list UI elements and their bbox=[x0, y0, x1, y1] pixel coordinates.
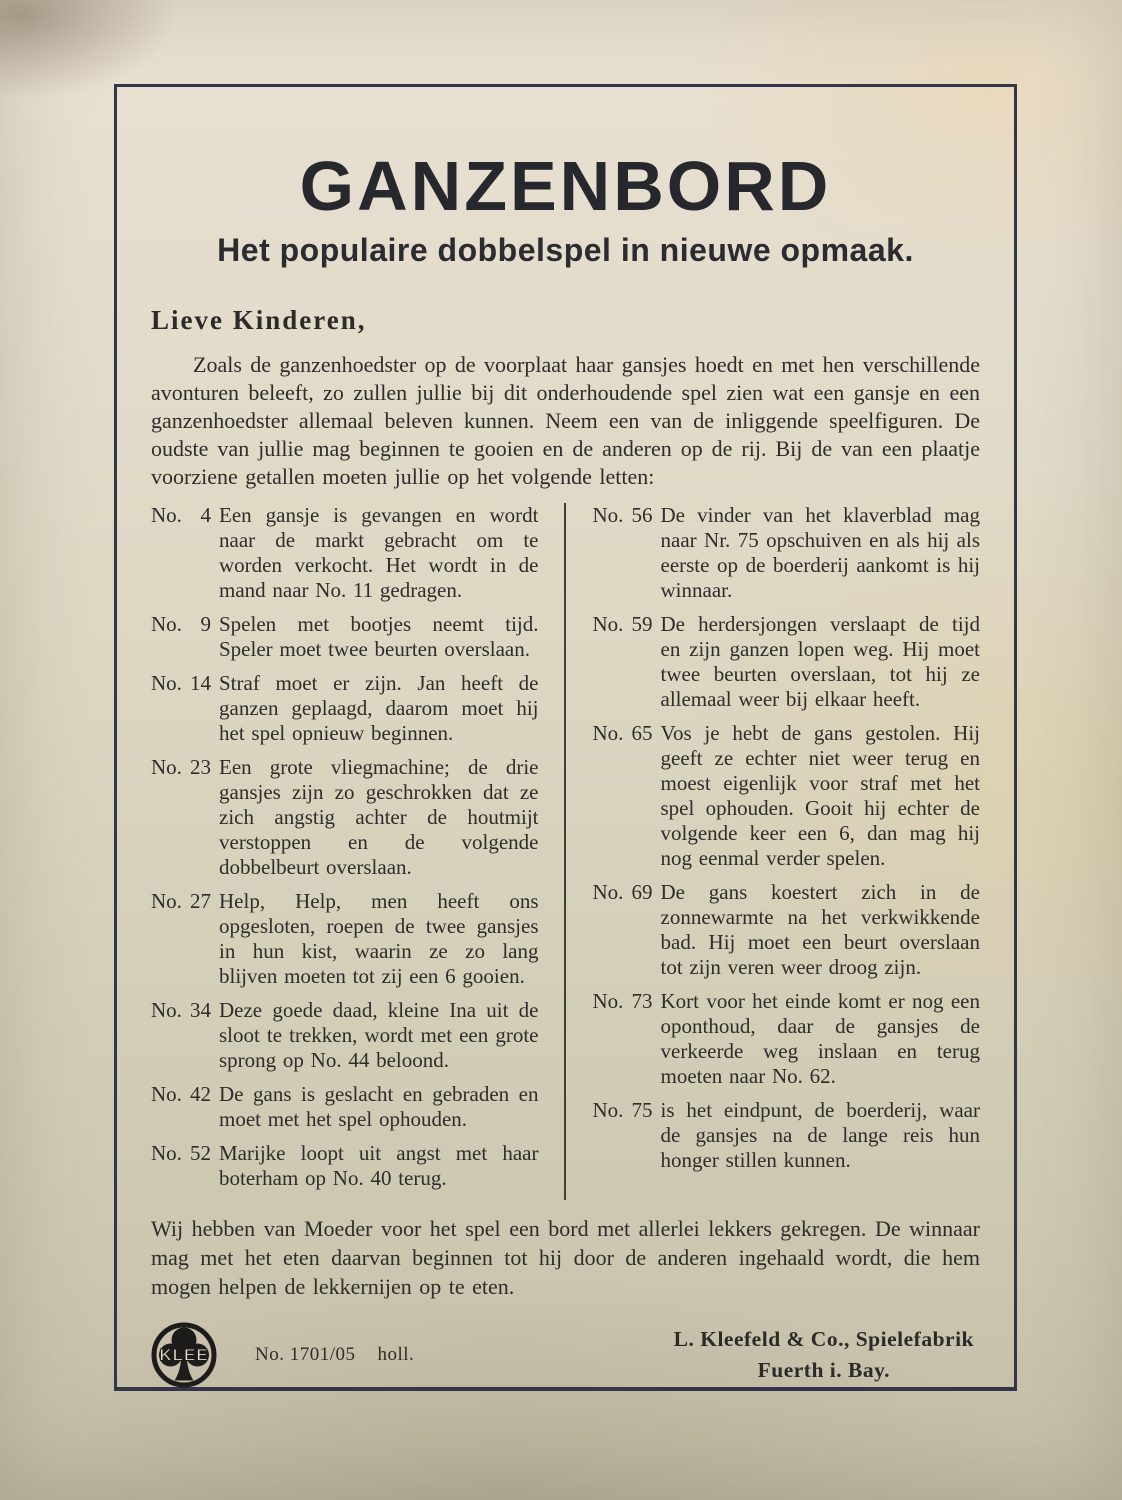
rule-number-prefix: No. bbox=[592, 720, 624, 745]
page-subtitle: Het populaire dobbelspel in nieuwe opmaak. bbox=[217, 232, 914, 268]
rule-number-value: 75 bbox=[631, 1097, 653, 1122]
rule-number-value: 9 bbox=[200, 611, 211, 636]
page-content bbox=[117, 87, 1014, 1393]
rule-number-value: 59 bbox=[631, 611, 653, 636]
rule-item bbox=[593, 721, 981, 871]
rule-number-prefix: No. bbox=[151, 502, 182, 527]
rule-number-label bbox=[151, 889, 219, 989]
rule-item bbox=[593, 503, 981, 603]
rule-text: Spelen met bootjes neemt tijd. Speler moet twee beurten overslaan. bbox=[219, 611, 539, 661]
rule-text: is het eindpunt, de boerderij, waar de gansjes na de lange reis hun honger stillen kunnen. bbox=[660, 1097, 980, 1172]
rule-text: Een gansje is gevangen en wordt naar de markt gebracht om te worden verkocht. Het wordt in de mand naar No. 11 gedragen. bbox=[219, 502, 539, 602]
rule-number-value: 69 bbox=[631, 879, 653, 904]
rule-item bbox=[593, 989, 981, 1089]
rule-number-label bbox=[151, 503, 219, 603]
rule-number-prefix: No. bbox=[151, 754, 182, 779]
salutation: Lieve Kinderen, bbox=[151, 304, 367, 335]
page-title: GANZENBORD bbox=[299, 147, 832, 225]
rule-number-prefix: No. bbox=[592, 611, 624, 636]
rule-number-value: 27 bbox=[190, 888, 211, 913]
rule-item bbox=[151, 998, 539, 1073]
rule-number-value: 4 bbox=[200, 502, 211, 527]
rule-number-prefix: No. bbox=[592, 502, 624, 527]
rule-number-label bbox=[151, 1141, 219, 1191]
order-number-suffix: holl. bbox=[377, 1343, 415, 1365]
rule-number-label bbox=[593, 1098, 661, 1173]
rule-number-value: 56 bbox=[631, 502, 653, 527]
rule-text: Een grote vliegmachine; de drie gansjes zijn zo geschrokken dat ze zich angstig achter de houtmijt verstoppen en de volgende dobbelbeurt overslaan. bbox=[219, 754, 539, 879]
rule-text: De gans is geslacht en gebraden en moet met het spel ophouden. bbox=[219, 1081, 539, 1131]
rule-number-prefix: No. bbox=[592, 879, 624, 904]
rule-number-value: 52 bbox=[190, 1140, 211, 1165]
rule-number-value: 73 bbox=[631, 988, 653, 1013]
rule-item bbox=[151, 1082, 539, 1132]
rule-number-label bbox=[593, 503, 661, 603]
rule-number-value: 65 bbox=[631, 720, 653, 745]
rule-item bbox=[593, 612, 981, 712]
rule-item bbox=[593, 1098, 981, 1173]
footer bbox=[151, 1317, 980, 1393]
rule-item bbox=[151, 671, 539, 746]
rule-number-value: 14 bbox=[190, 670, 211, 695]
rule-number-prefix: No. bbox=[592, 988, 624, 1013]
rule-number-label bbox=[151, 998, 219, 1073]
rule-text: Deze goede daad, kleine Ina uit de sloot te trekken, wordt met een grote sprong op No. 44 beloond. bbox=[219, 997, 539, 1072]
rule-number-label bbox=[593, 612, 661, 712]
rule-item bbox=[151, 503, 539, 603]
rule-text: Help, Help, men heeft ons opgesloten, roepen de twee gansjes in hun kist, waarin ze zo lang blijven moeten tot zij een 6 gooien. bbox=[219, 888, 539, 988]
rule-number-prefix: No. bbox=[151, 888, 182, 913]
klee-logo-text: KLEE bbox=[159, 1345, 209, 1365]
rule-number-prefix: No. bbox=[151, 611, 182, 636]
intro-text: Zoals de ganzenhoedster op de voorplaat haar gansjes hoedt en met hen verschillende avonturen beleeft, zo zullen jullie bij dit onderhoudende spel zien wat een gansje en een ganzenhoedster allemaal beleven kunnen. Neem een van de inliggende speelfiguren. De oudste van jullie mag beginnen te gooien en de anderen op de rij. Bij de van een plaatje voorziene getallen moeten jullie op het volgende letten: bbox=[151, 351, 980, 489]
rule-item bbox=[151, 889, 539, 989]
publisher-city: Fuerth i. Bay. bbox=[757, 1357, 891, 1382]
rule-number-value: 42 bbox=[190, 1081, 211, 1106]
closing-paragraph: Wij hebben van Moeder voor het spel een bord met allerlei lekkers gekregen. De winnaar mag met het eten daarvan beginnen tot hij door de anderen ingehaald wordt, die hem mogen helpen de lekkernijen op te eten. bbox=[151, 1215, 980, 1299]
intro-paragraph bbox=[151, 351, 980, 491]
rule-item bbox=[151, 755, 539, 880]
rule-number-label bbox=[151, 671, 219, 746]
rule-number-value: 23 bbox=[190, 754, 211, 779]
rule-text: Straf moet er zijn. Jan heeft de ganzen geplaagd, daarom moet hij het spel opnieuw beginnen. bbox=[219, 670, 539, 745]
klee-clover-icon bbox=[151, 1317, 217, 1393]
rule-text: Vos je hebt de gans gestolen. Hij geeft ze echter niet weer terug en moest eigenlijk voor straf met het spel ophouden. Gooit hij echter de volgende keer een 6, dan mag hij nog eenmal verder spelen. bbox=[660, 720, 980, 870]
rule-text: Marijke loopt uit angst met haar boterham op No. 40 terug. bbox=[219, 1140, 539, 1190]
rule-text: De herdersjongen verslaapt de tijd en zijn ganzen lopen weg. Hij moet twee beurten overslaan, tot hij ze allemaal weer bij elkaar heeft. bbox=[660, 611, 980, 711]
publisher-info bbox=[674, 1324, 974, 1386]
rule-number-value: 34 bbox=[190, 997, 211, 1022]
order-number-value: No. 1701/05 bbox=[255, 1343, 356, 1365]
rules-section bbox=[151, 503, 980, 1200]
publisher-name: L. Kleefeld & Co., Spielefabrik bbox=[673, 1326, 974, 1351]
rule-number-prefix: No. bbox=[151, 1140, 182, 1165]
rule-number-label bbox=[151, 1082, 219, 1132]
rule-number-prefix: No. bbox=[151, 1081, 182, 1106]
rule-text: De vinder van het klaverblad mag naar Nr. 75 opschuiven en als hij als eerste op de boerderij aankomt is hij winnaar. bbox=[660, 502, 980, 602]
rule-item bbox=[593, 880, 981, 980]
rule-number-label bbox=[593, 721, 661, 871]
rule-number-label bbox=[593, 880, 661, 980]
rule-text: Kort voor het einde komt er nog een oponthoud, daar de gansjes de verkeerde weg inslaan en terug moeten naar No. 62. bbox=[660, 988, 980, 1088]
rule-text: De gans koestert zich in de zonnewarmte na het verkwikkende bad. Hij moet een beurt overslaan tot zijn veren weer droog zijn. bbox=[660, 879, 980, 979]
page-border-frame bbox=[114, 84, 1017, 1391]
rule-item bbox=[151, 1141, 539, 1191]
order-number bbox=[255, 1344, 414, 1366]
rules-column-left bbox=[151, 503, 566, 1200]
rule-number-label bbox=[151, 612, 219, 662]
rule-number-prefix: No. bbox=[151, 670, 182, 695]
rules-column-right bbox=[566, 503, 981, 1200]
rule-number-label bbox=[151, 755, 219, 880]
rule-number-prefix: No. bbox=[151, 997, 182, 1022]
rule-item bbox=[151, 612, 539, 662]
rule-number-prefix: No. bbox=[592, 1097, 624, 1122]
rule-number-label bbox=[593, 989, 661, 1089]
